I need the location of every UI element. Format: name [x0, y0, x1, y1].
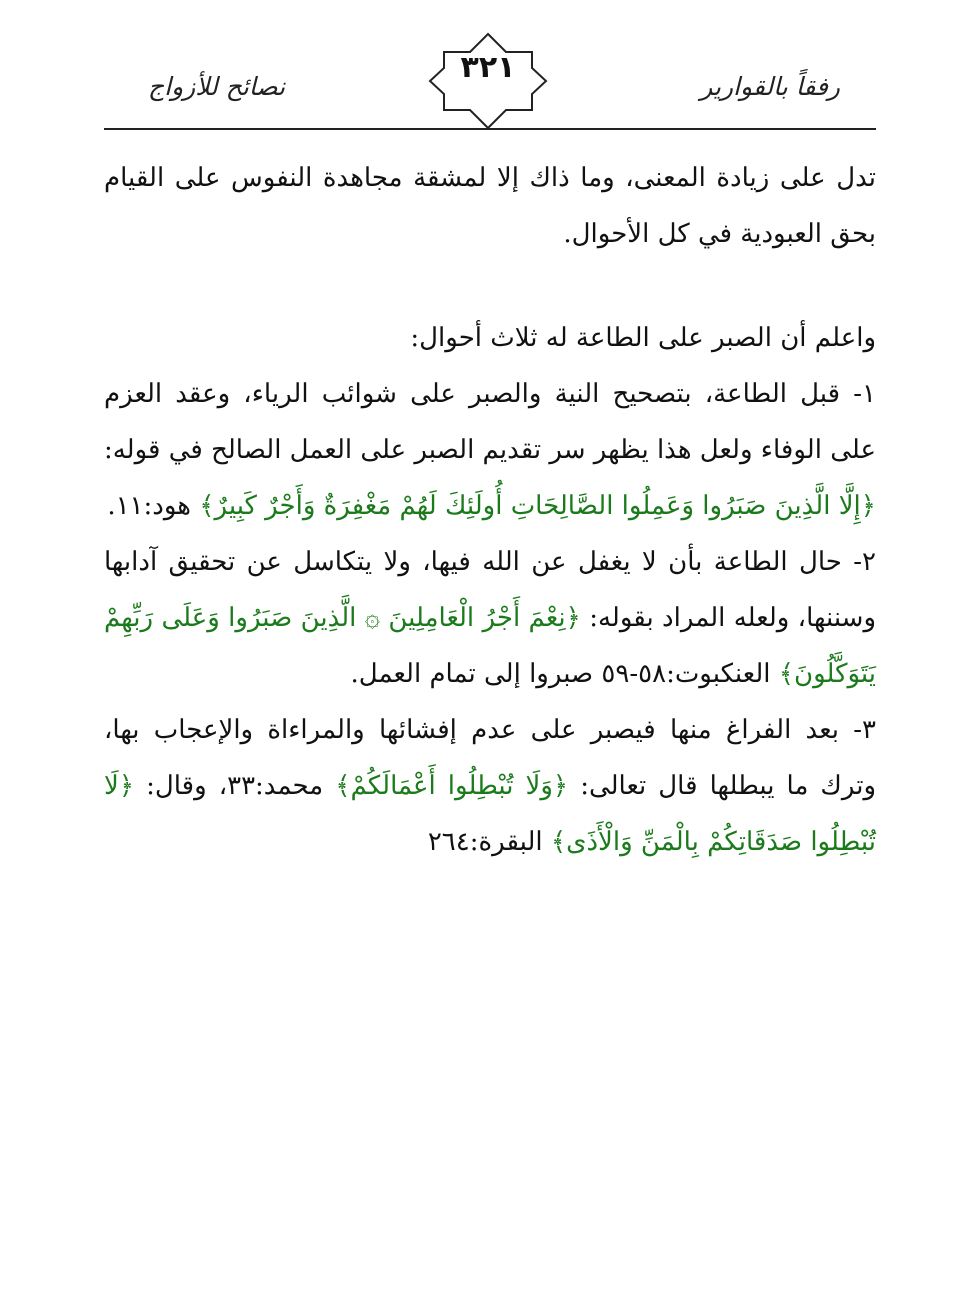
paragraph-3	[104, 366, 876, 534]
quran-verse-muhammad: ﴿وَلَا تُبْطِلُوا أَعْمَالَكُمْ﴾	[335, 771, 569, 801]
header-divider	[104, 128, 876, 130]
header-book-title-right: رفقاً بالقوارير	[700, 72, 840, 101]
quran-verse-baqarah: ﴿لَا تُبْطِلُوا صَدَقَاتِكُمْ بِالْمَنِّ وَالْأَذَى﴾	[104, 771, 876, 857]
verse-reference-hud: هود:١١.	[107, 491, 191, 521]
paragraph-2: واعلم أن الصبر على الطاعة له ثلاث أحوال:	[410, 323, 876, 353]
quran-verse-ankabut: ﴿نِعْمَ أَجْرُ الْعَامِلِينَ ۞ الَّذِينَ صَبَرُوا وَعَلَى رَبِّهِمْ يَتَوَكَّلُونَ﴾	[104, 603, 876, 689]
page-number-badge	[428, 32, 548, 130]
paragraph-3-text: ١- قبل الطاعة، بتصحيح النية والصبر على شوائب الرياء، وعقد العزم على الوفاء ولعل هذا يظهر سر تقديم الصبر على العمل الصالح في قوله:	[103, 379, 876, 465]
paragraph-4	[104, 534, 876, 702]
paragraph-5-text: ٣- بعد الفراغ منها فيصبر على عدم إفشائها والمراءاة والإعجاب بها، وترك ما يبطلها قال تعالى:	[104, 715, 876, 801]
page-number: ٣٢١	[460, 50, 516, 85]
verse-reference-ankabut: العنكبوت:٥٨-٥٩ صبروا إلى تمام العمل.	[350, 659, 771, 689]
quran-verse-hud: ﴿إِلَّا الَّذِينَ صَبَرُوا وَعَمِلُوا الصَّالِحَاتِ أُولَئِكَ لَهُمْ مَغْفِرَةٌ وَأَجْرٌ كَبِيرٌ﴾	[199, 491, 876, 521]
header-book-title-left: نصائح للأزواج	[148, 72, 286, 101]
verse-reference-baqarah: البقرة:٢٦٤	[427, 827, 543, 857]
verse-reference-muhammad: محمد:٣٣، وقال:	[146, 771, 324, 801]
paragraph-gap	[104, 262, 876, 310]
paragraph-4-text: ٢- حال الطاعة بأن لا يغفل عن الله فيها، ولا يتكاسل عن تحقيق آدابها وسننها، ولعله المراد بقوله:	[104, 547, 877, 633]
page-body	[104, 150, 876, 870]
paragraph-1: تدل على زيادة المعنى، وما ذاك إلا لمشقة مجاهدة النفوس على القيام بحق العبودية في كل الأحوال.	[104, 163, 876, 249]
paragraph-5	[104, 702, 876, 870]
